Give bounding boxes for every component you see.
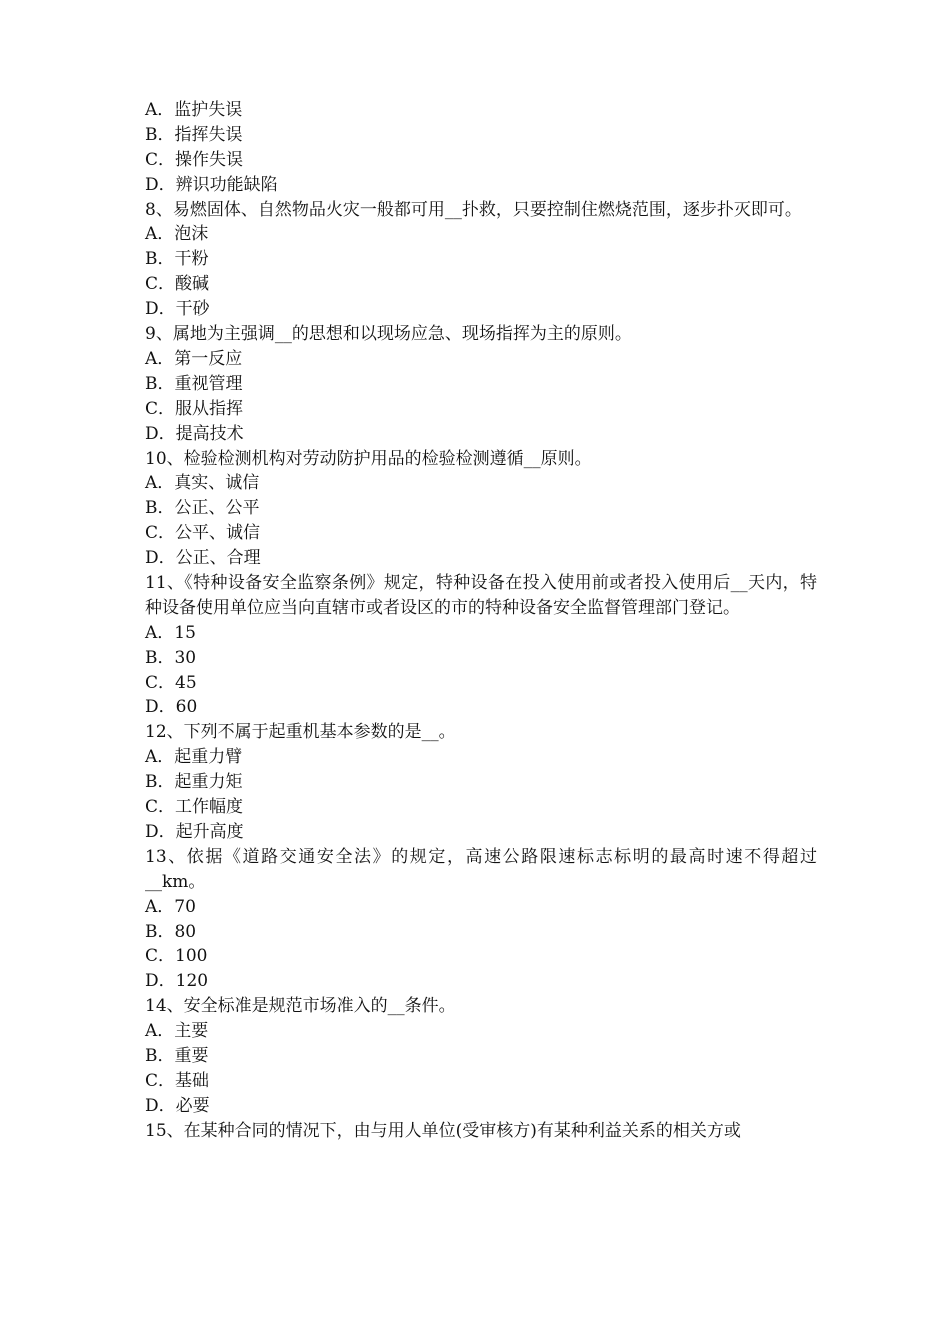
- question-text: 10、检验检测机构对劳动防护用品的检验检测遵循__原则。: [145, 448, 592, 469]
- option-a: A．第一反应: [145, 348, 243, 369]
- option-a: A．监护失误: [145, 100, 243, 120]
- option-d: D．必要: [145, 1095, 210, 1116]
- option-d: D．提高技术: [145, 423, 244, 444]
- question-text: 14、安全标准是规范市场准入的__条件。: [145, 996, 456, 1017]
- question-10: [145, 447, 817, 571]
- option-b: B．重视管理: [145, 373, 243, 394]
- option-d: D．起升高度: [145, 821, 244, 842]
- option-b: B．80: [145, 921, 197, 942]
- option-a: A．泡沫: [145, 224, 209, 245]
- question-text: 9、属地为主强调__的思想和以现场应急、现场指挥为主的原则。: [145, 324, 632, 345]
- question-9: [145, 322, 817, 446]
- question-8: [145, 198, 817, 322]
- option-b: B．起重力矩: [145, 772, 243, 793]
- lead-options: [145, 98, 817, 198]
- question-11: [145, 571, 817, 720]
- question-text: 12、下列不属于起重机基本参数的是__。: [145, 722, 456, 743]
- option-c: C．服从指挥: [145, 398, 244, 419]
- question-15: [145, 1119, 817, 1144]
- option-a: A．起重力臂: [145, 747, 243, 768]
- option-a: A．真实、诚信: [145, 473, 260, 494]
- question-text: 15、在某种合同的情况下，由与用人单位(受审核方)有某种利益关系的相关方或: [145, 1120, 741, 1141]
- option-b: B．重要: [145, 1045, 209, 1066]
- question-14: [145, 994, 817, 1118]
- option-a: A．15: [145, 622, 196, 643]
- option-c: C．基础: [145, 1070, 210, 1091]
- option-b: B．干粉: [145, 249, 209, 270]
- question-text: 8、易燃固体、自然物品火灾一般都可用__扑救，只要控制住燃烧范围，逐步扑灭即可。: [145, 199, 802, 220]
- option-c: C．45: [145, 672, 197, 693]
- option-a: A．70: [145, 896, 196, 917]
- option-c: C．100: [145, 946, 208, 967]
- option-d: D．120: [145, 971, 209, 992]
- option-b: B．公正、公平: [145, 498, 260, 519]
- option-c: C．公平、诚信: [145, 523, 261, 544]
- question-text: 11、《特种设备安全监察条例》规定，特种设备在投入使用前或者投入使用后__天内，特种设备使用单位应当向直辖市或者设区的市的特种设备安全监督管理部门登记。: [145, 572, 817, 618]
- option-d: D．公正、合理: [145, 548, 261, 569]
- question-12: [145, 720, 817, 844]
- option-d: D．辨识功能缺陷: [145, 174, 278, 195]
- option-a: A．主要: [145, 1021, 209, 1042]
- option-d: D．60: [145, 697, 198, 718]
- option-b: B．指挥失误: [145, 124, 243, 145]
- option-c: C．操作失误: [145, 149, 244, 170]
- question-13: [145, 845, 817, 994]
- document-body: [145, 98, 817, 1144]
- option-d: D．干砂: [145, 299, 210, 320]
- option-c: C．工作幅度: [145, 797, 244, 818]
- option-c: C．酸碱: [145, 274, 210, 295]
- option-b: B．30: [145, 647, 197, 668]
- question-text: 13、依据《道路交通安全法》的规定，高速公路限速标志标明的最高时速不得超过__km。: [145, 846, 817, 892]
